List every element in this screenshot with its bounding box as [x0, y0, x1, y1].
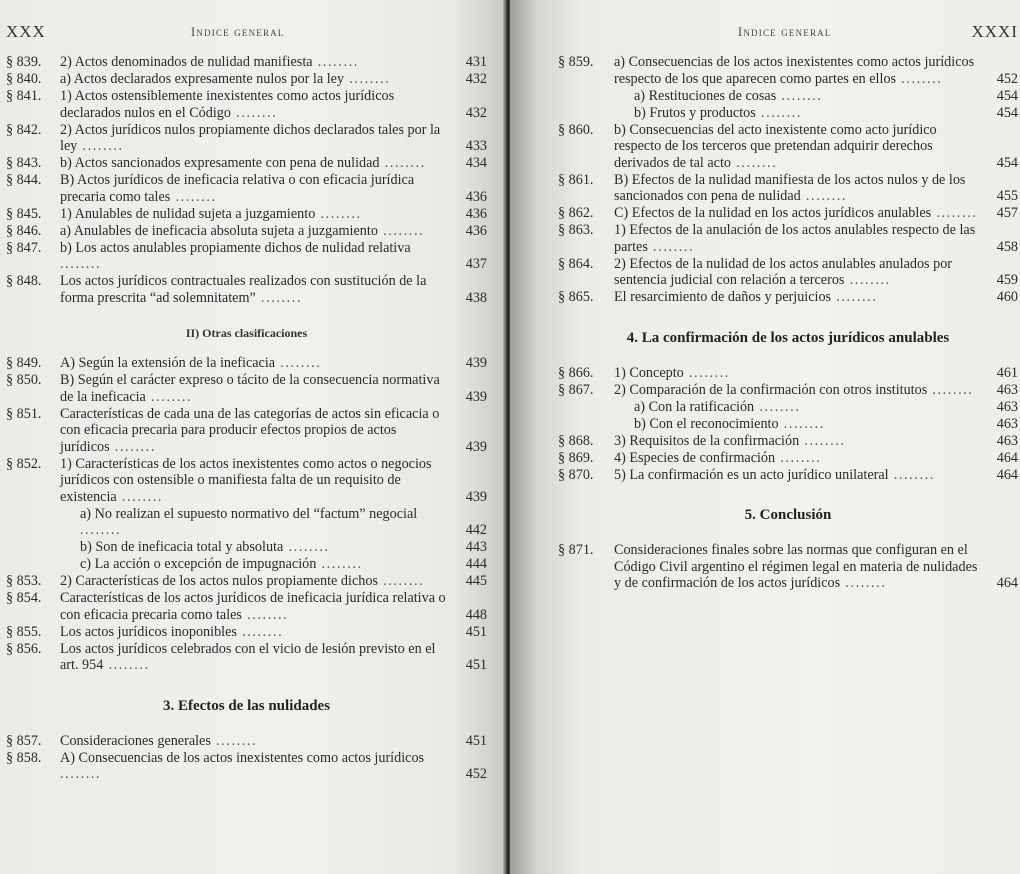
- toc-entry: [6, 624, 487, 641]
- page-number: 461: [996, 364, 1018, 381]
- toc-list: [558, 542, 1018, 592]
- dot-leader: ........: [776, 87, 823, 104]
- toc-entry: [6, 172, 487, 205]
- section-number: § 868.: [558, 432, 594, 449]
- toc-entry: [558, 467, 1018, 484]
- page-number: 432: [465, 104, 487, 121]
- page-number: 464: [996, 575, 1018, 591]
- page-number: 438: [465, 289, 487, 306]
- section-number: § 844.: [6, 172, 42, 188]
- toc-entry: [558, 416, 1018, 433]
- section-number: § 870.: [558, 466, 594, 483]
- toc-list: [6, 733, 487, 783]
- toc-entry: [6, 406, 487, 456]
- section-number: § 861.: [558, 171, 594, 188]
- page-number: 443: [465, 539, 487, 555]
- entry-title: 5) La confirmación es un acto jurídico unilateral: [614, 466, 889, 483]
- entry-title: B) Efectos de la nulidad manifiesta de los actos nulos y de los sancionados con pena de nulidad: [614, 171, 966, 204]
- entry-title: 1) Características de los actos inexistentes como actos o negocios jurídicos con ostensible o manifiesta falta de un requisito de existencia: [60, 455, 432, 505]
- section-number: § 863.: [558, 222, 594, 238]
- page-number: 454: [996, 154, 1018, 171]
- right-page: [510, 0, 1020, 874]
- dot-leader: ........: [275, 355, 322, 371]
- page-number: 437: [465, 256, 487, 272]
- toc-entry: [558, 542, 1018, 592]
- dot-leader: ........: [800, 188, 848, 204]
- entry-title: 3) Requisitos de la confirmación: [614, 432, 800, 449]
- toc-entry: [6, 372, 487, 405]
- entry-title: 2) Actos jurídicos nulos propiamente dichos declarados tales por la ley: [60, 121, 441, 154]
- dot-leader: ........: [831, 289, 878, 305]
- right-running-head: [558, 22, 1018, 44]
- dot-leader: ........: [60, 256, 102, 272]
- toc-list: [6, 54, 487, 306]
- toc-entry: [6, 556, 487, 573]
- entry-title: 2) Efectos de la nulidad de los actos anulables anulados por sentencia judicial con relación a terceros: [614, 255, 953, 288]
- entry-title: c) La acción o excepción de impugnación: [80, 556, 317, 572]
- entry-title: Los actos jurídicos celebrados con el vicio de lesión previsto en el art. 954: [60, 640, 436, 673]
- section-number: § 851.: [6, 405, 42, 422]
- toc-entry: [558, 105, 1018, 122]
- dot-leader: ........: [312, 54, 359, 70]
- entry-title: B) Según el carácter expreso o tácito de la consecuencia normativa de la ineficacia: [60, 372, 440, 405]
- page-number: 434: [465, 155, 487, 171]
- section-number: § 843.: [6, 155, 42, 171]
- dot-leader: ........: [731, 154, 778, 171]
- page-number: 436: [465, 222, 487, 239]
- entry-title: 2) Comparación de la confirmación con otros institutos: [614, 381, 928, 398]
- section-number: § 858.: [6, 749, 42, 766]
- dot-leader: ........: [145, 388, 193, 405]
- page-number: 431: [465, 54, 487, 70]
- dot-leader: ........: [377, 573, 425, 589]
- entry-title: Características de cada una de las categorías de actos sin eficacia o con eficacia precaria para producir efectos propios de actos jurídicos: [60, 405, 440, 455]
- toc-entry: [558, 382, 1018, 399]
- page-number: 433: [465, 138, 487, 154]
- toc-entry: [6, 223, 487, 240]
- page-number: 452: [996, 70, 1018, 87]
- toc-entry: [558, 399, 1018, 416]
- section-number: § 853.: [6, 573, 42, 589]
- dot-leader: ........: [316, 556, 363, 572]
- page-number: 432: [465, 71, 487, 87]
- toc-entry: [558, 433, 1018, 450]
- dot-leader: ........: [80, 522, 122, 538]
- toc-list: [558, 54, 1018, 306]
- dot-leader: ........: [888, 466, 935, 483]
- toc-entry: [6, 590, 487, 623]
- section-number: § 856.: [6, 640, 42, 657]
- toc-entry: [6, 206, 487, 223]
- page-number: 458: [996, 238, 1018, 255]
- toc-entry: [6, 122, 487, 155]
- page-number: 439: [465, 355, 487, 371]
- entry-title: 2) Actos denominados de nulidad manifiesta: [60, 54, 313, 70]
- entry-title: 1) Concepto: [614, 364, 684, 381]
- entry-title: Los actos jurídicos inoponibles: [60, 623, 237, 640]
- toc-entry: [6, 539, 487, 556]
- dot-leader: ........: [896, 70, 943, 87]
- page-number: 451: [465, 657, 487, 673]
- section-number: § 852.: [6, 455, 42, 472]
- dot-leader: ........: [109, 438, 156, 455]
- dot-leader: ........: [755, 104, 803, 121]
- entry-title: Los actos jurídicos contractuales realizados con sustitución de la forma prescrita “ad solemnitatem”: [60, 273, 427, 306]
- entry-title: A) Según la extensión de la ineficacia: [60, 355, 276, 371]
- section-heading: 4. La confirmación de los actos jurídicos anulables: [626, 329, 950, 346]
- entry-title: El resarcimiento de daños y perjuicios: [614, 289, 832, 305]
- entry-title: A) Consecuencias de los actos inexistentes como actos jurídicos: [60, 749, 425, 766]
- dot-leader: ........: [840, 575, 887, 591]
- entry-title: a) Consecuencias de los actos inexistentes como actos jurídicos respecto de los que aparecen como partes en ellos: [614, 54, 975, 87]
- dot-leader: ........: [236, 623, 284, 640]
- left-running-head-title: Indice general: [191, 25, 285, 39]
- dot-leader: ........: [77, 138, 124, 154]
- section-number: § 846.: [6, 222, 42, 239]
- entry-title: a) No realizan el supuesto normativo del “factum” negocial: [80, 505, 418, 522]
- entry-title: a) Con la ratificación: [634, 398, 755, 415]
- toc-entry: [6, 355, 487, 372]
- page-number: 445: [465, 573, 487, 589]
- section-number: § 842.: [6, 121, 42, 138]
- dot-leader: ........: [775, 449, 822, 466]
- section-number: § 857.: [6, 732, 42, 749]
- section-number: § 859.: [558, 54, 594, 70]
- toc-entry: [6, 155, 487, 172]
- entry-title: b) Consecuencias del acto inexistente como acto jurídico respecto de los terceros que pretendan adquirir derechos derivados de tal acto: [614, 121, 937, 171]
- entry-title: b) Con el reconocimiento: [634, 415, 779, 432]
- dot-leader: ........: [377, 222, 425, 239]
- dot-leader: ........: [116, 488, 164, 505]
- dot-leader: ........: [647, 238, 695, 255]
- page-number: 448: [465, 606, 487, 623]
- toc-entry: [558, 450, 1018, 467]
- dot-leader: ........: [283, 539, 330, 555]
- page-number: 439: [465, 488, 487, 505]
- entry-title: 1) Actos ostensiblemente inexistentes como actos jurídicos declarados nulos en el Código: [60, 88, 395, 121]
- page-number: 463: [996, 381, 1018, 398]
- dot-leader: ........: [255, 289, 303, 306]
- section-number: § 869.: [558, 449, 594, 466]
- entry-title: b) Frutos y productos: [634, 104, 756, 121]
- entry-title: 1) Efectos de la anulación de los actos anulables respecto de las partes: [614, 222, 976, 255]
- entry-title: b) Son de ineficacia total y absoluta: [80, 539, 284, 555]
- page-number: 451: [465, 732, 487, 749]
- entry-title: a) Actos declarados expresamente nulos por la ley: [60, 71, 345, 87]
- section-number: § 865.: [558, 289, 594, 305]
- toc-entry: [558, 122, 1018, 172]
- toc-entry: [6, 750, 487, 783]
- entry-title: 2) Características de los actos nulos propiamente dichos: [60, 573, 378, 589]
- toc-entry: [6, 71, 487, 88]
- entry-title: 4) Especies de confirmación: [614, 449, 776, 466]
- section-heading: 5. Conclusión: [744, 507, 832, 523]
- page-number: 463: [996, 415, 1018, 432]
- toc-entry: [6, 733, 487, 750]
- section-number: § 864.: [558, 255, 594, 272]
- section-number: § 847.: [6, 239, 42, 256]
- entry-title: a) Anulables de ineficacia absoluta sujeta a juzgamiento: [60, 222, 378, 239]
- page-number: 454: [996, 104, 1018, 121]
- page-number: 464: [996, 449, 1018, 466]
- toc-entry: [558, 88, 1018, 105]
- page-number: 459: [996, 272, 1018, 288]
- toc-entry: [6, 54, 487, 71]
- dot-leader: ........: [931, 205, 978, 221]
- section-number: § 855.: [6, 623, 42, 640]
- section-number: § 860.: [558, 121, 594, 138]
- section-number: § 867.: [558, 381, 594, 398]
- left-folio: XXX: [6, 22, 46, 41]
- page-number: 452: [465, 766, 487, 782]
- page-number: 436: [465, 188, 487, 205]
- page-number: 464: [996, 466, 1018, 483]
- dot-leader: ........: [103, 657, 150, 673]
- dot-leader: ........: [315, 205, 362, 222]
- entry-title: Consideraciones finales sobre las normas que configuran en el Código Civil argentino el régimen legal en materia de nulidades y de confirmación de los actos jurídicos: [614, 542, 978, 591]
- left-page: [0, 0, 505, 874]
- toc-entry: [558, 256, 1018, 289]
- toc-entry: [6, 88, 487, 121]
- entry-title: Consideraciones generales: [60, 732, 211, 749]
- toc-entry: [558, 54, 1018, 87]
- right-running-head-title: Indice general: [738, 25, 832, 39]
- page-number: 454: [996, 87, 1018, 104]
- toc-entry: [6, 456, 487, 506]
- toc-entry: [6, 506, 487, 539]
- dot-leader: ........: [754, 398, 801, 415]
- section-number: § 850.: [6, 372, 42, 388]
- subheading: II) Otras clasificaciones: [185, 326, 308, 340]
- entry-title: b) Los actos anulables propiamente dichos de nulidad relativa: [60, 239, 411, 256]
- right-folio: XXXI: [971, 22, 1018, 41]
- dot-leader: ........: [844, 272, 891, 288]
- toc-list: [558, 365, 1018, 484]
- dot-leader: ........: [210, 732, 258, 749]
- page-number: 460: [996, 289, 1018, 305]
- section-number: § 848.: [6, 273, 42, 289]
- dot-leader: ........: [60, 766, 102, 782]
- section-number: § 840.: [6, 71, 42, 87]
- entry-title: 1) Anulables de nulidad sujeta a juzgamiento: [60, 205, 316, 222]
- toc-entry: [558, 172, 1018, 205]
- entry-title: C) Efectos de la nulidad en los actos jurídicos anulables: [614, 205, 932, 221]
- dot-leader: ........: [170, 188, 217, 205]
- page-number: 436: [465, 205, 487, 222]
- section-number: § 871.: [558, 542, 594, 558]
- toc-entry: [6, 240, 487, 273]
- dot-leader: ........: [683, 364, 731, 381]
- entry-title: a) Restituciones de cosas: [634, 87, 777, 104]
- toc-list: [6, 355, 487, 674]
- toc-entry: [6, 641, 487, 674]
- dot-leader: ........: [241, 606, 289, 623]
- toc-entry: [558, 205, 1018, 222]
- page-number: 451: [465, 623, 487, 640]
- page-number: 457: [996, 205, 1018, 221]
- page-number: 463: [996, 432, 1018, 449]
- section-heading: 3. Efectos de las nulidades: [162, 697, 331, 714]
- toc-entry: [6, 573, 487, 590]
- entry-title: B) Actos jurídicos de ineficacia relativa o con eficacia jurídica precaria como tales: [60, 172, 415, 205]
- page-number: 455: [996, 188, 1018, 204]
- page-number: 463: [996, 398, 1018, 415]
- dot-leader: ........: [344, 71, 391, 87]
- dot-leader: ........: [231, 104, 278, 121]
- entry-title: b) Actos sancionados expresamente con pena de nulidad: [60, 155, 380, 171]
- section-number: § 866.: [558, 364, 594, 381]
- page-number: 444: [465, 556, 487, 572]
- dot-leader: ........: [778, 415, 825, 432]
- section-number: § 849.: [6, 355, 42, 371]
- page-number: 442: [465, 522, 487, 538]
- section-number: § 862.: [558, 205, 594, 221]
- left-running-head: [6, 22, 487, 44]
- section-number: § 841.: [6, 88, 42, 104]
- entry-title: Características de los actos jurídicos de ineficacia jurídica relativa o con eficacia precaria como tales: [60, 590, 446, 623]
- toc-entry: [558, 289, 1018, 306]
- page-number: 439: [465, 388, 487, 405]
- dot-leader: ........: [379, 155, 426, 171]
- dot-leader: ........: [799, 432, 846, 449]
- dot-leader: ........: [927, 381, 974, 398]
- toc-entry: [558, 365, 1018, 382]
- section-number: § 854.: [6, 590, 42, 606]
- toc-entry: [6, 273, 487, 306]
- section-number: § 845.: [6, 205, 42, 222]
- page-number: 439: [465, 438, 487, 455]
- section-number: § 839.: [6, 54, 42, 70]
- toc-entry: [558, 222, 1018, 255]
